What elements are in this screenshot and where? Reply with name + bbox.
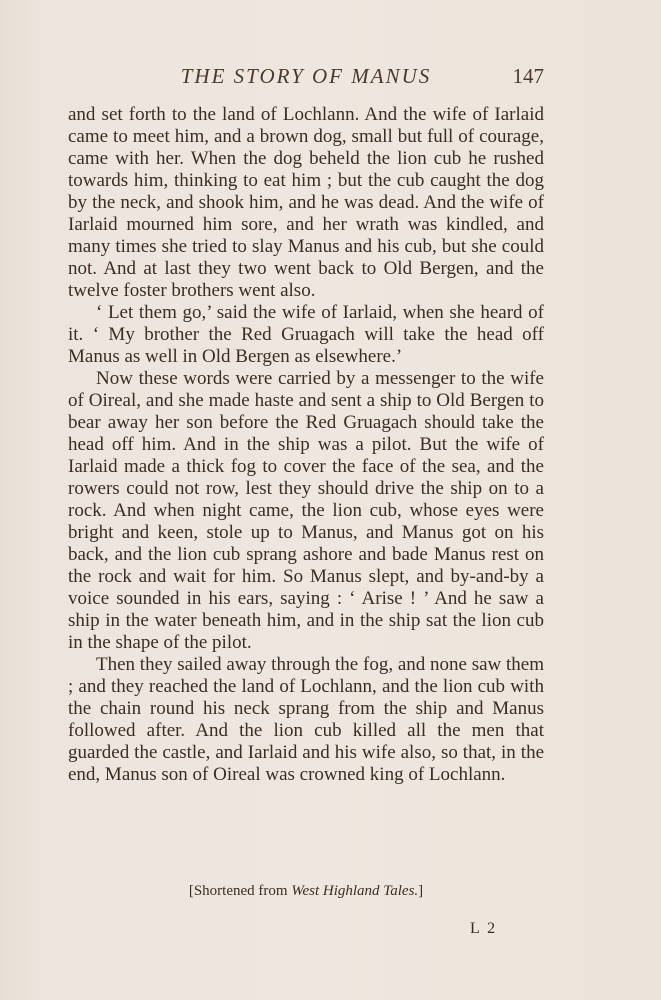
source-citation [68,883,544,900]
running-head [68,64,544,94]
body-text [68,104,544,786]
paragraph-4: Then they sailed away through the fog, and none saw them ; and they reached the land of Lochlann, and the lion cub with the chain round his neck sprang from the ship and Manus followed after. And the lion cub killed all the men that guarded the castle, and Iarlaid and his wife also, so that, in the end, Manus son of Oireal was crowned king of Lochlann. [68,654,544,785]
citation-source: West Highland Tales. [291,883,419,899]
paragraph-2: ‘ Let them go,’ said the wife of Iarlaid, when she heard of it. ‘ My brother the Red Gruagach will take the head off Manus as well in Old Bergen as elsewhere.’ [68,302,544,367]
citation-prefix: [Shortened from [188,883,292,899]
paragraph-1: and set forth to the land of Lochlann. And the wife of Iarlaid came to meet him, and a brown dog, small but full of courage, came with her. When the dog beheld the lion cub he rushed towards him, thinking to eat him ; but the cub caught the dog by the neck, and shook him, and he was dead. And the wife of Iarlaid mourned him sore, and her wrath was kindled, and many times she tried to slay Manus and his cub, but she could not. And at last they two went back to Old Bergen, and the twelve foster brothers went also. [68,104,544,301]
citation-suffix: ] [418,883,424,899]
running-title: THE STORY OF MANUS [180,64,432,88]
paragraph-3: Now these words were carried by a messenger to the wife of Oireal, and she made haste and sent a ship to Old Bergen to bear away her son before the Red Gruagach should take the head off him. And in the ship was a pilot. But the wife of Iarlaid made a thick fog to cover the face of the sea, and the rowers could not row, lest they should drive the ship on to a rock. And when night came, the lion cub, whose eyes were bright and keen, stole up to Manus, and Manus got on his back, and the lion cub sprang ashore and bade Manus rest on the rock and wait for him. So Manus slept, and by-and-by a voice sounded in his ears, saying : ‘ Arise ! ’ And he saw a ship in the water beneath him, and in the ship sat the lion cub in the shape of the pilot. [68,368,544,653]
page-number: 147 [512,64,544,88]
signature-mark: L 2 [470,920,498,937]
